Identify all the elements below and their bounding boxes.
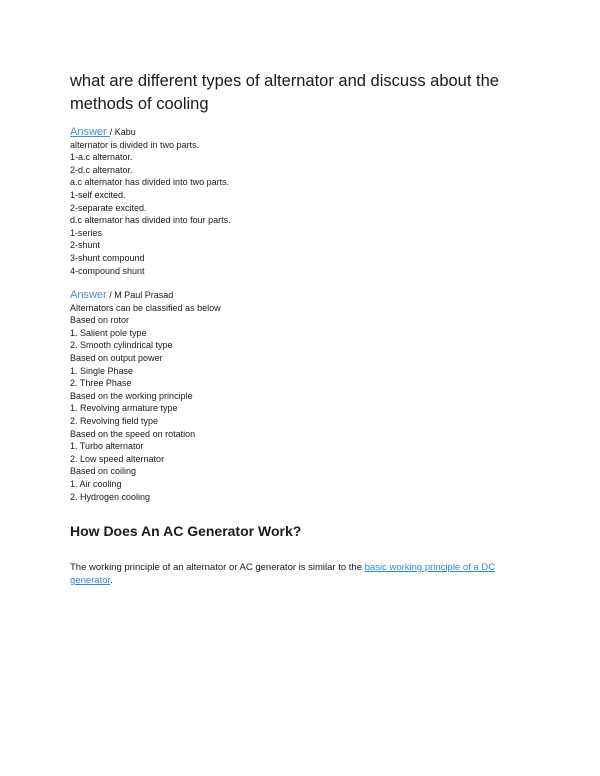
answer-block-1 [70, 126, 231, 277]
answer-block-2 [70, 289, 221, 503]
answer-line: d.c alternator has divided into four parts. [70, 215, 231, 226]
answer-line: Based on output power [70, 352, 163, 363]
answer-header [70, 289, 221, 302]
answer-line: Based on rotor [70, 315, 130, 326]
answer-line: 3-shunt compound [70, 252, 145, 263]
answer-line: alternator is divided in two parts. [70, 139, 200, 150]
answer-line: 4-compound shunt [70, 265, 145, 276]
paragraph-text: The working principle of an alternator or AC generator is similar to the [70, 562, 365, 573]
dc-generator-link[interactable]: basic working principle of a DC generator [70, 562, 496, 586]
answer-line: Alternators can be classified as below [70, 302, 221, 313]
answer-line: 1. Turbo alternator [70, 441, 144, 452]
answer-line: Based on the speed on rotation [70, 428, 196, 439]
section-heading: How Does An AC Generator Work? [70, 523, 302, 539]
answer-line: 1-self excited. [70, 189, 126, 200]
answer-line: Based on the working principle [70, 390, 193, 401]
answer-line: 1. Air cooling [70, 478, 122, 489]
question-title: what are different types of alternator and discuss about the methods of cooling [70, 72, 499, 113]
answer-line: 1. Salient pole type [70, 327, 147, 338]
answer-line: 1-series [70, 227, 103, 238]
answer-line: 2. Three Phase [70, 378, 132, 389]
answer-line: 2. Smooth cylindrical type [70, 340, 173, 351]
section-paragraph [70, 561, 530, 587]
paragraph-end: . [110, 575, 113, 586]
answer-line: 1. Revolving armature type [70, 403, 178, 414]
answer-line: a.c alternator has divided into two parts. [70, 177, 230, 188]
answer-line: Based on coiling [70, 466, 137, 477]
answer-line: 2. Revolving field type [70, 415, 159, 426]
answer-lines [70, 139, 231, 278]
answer-line: 2. Hydrogen cooling [70, 491, 151, 502]
answer-lines [70, 302, 221, 504]
answer-line: 2-shunt [70, 240, 101, 251]
answer-header [70, 126, 231, 139]
answer-line: 2-separate excited. [70, 202, 147, 213]
answer-label: Answer [70, 289, 107, 301]
answer-author: / M Paul Prasad [106, 290, 174, 300]
answer-line: 2. Low speed alternator [70, 453, 165, 464]
answer-author: / Kabu [109, 127, 136, 137]
answer-label-link[interactable]: Answer [70, 126, 110, 138]
answer-line: 1-a.c alternator. [70, 152, 133, 163]
answer-line: 1. Single Phase [70, 365, 134, 376]
answer-line: 2-d.c alternator. [70, 164, 133, 175]
